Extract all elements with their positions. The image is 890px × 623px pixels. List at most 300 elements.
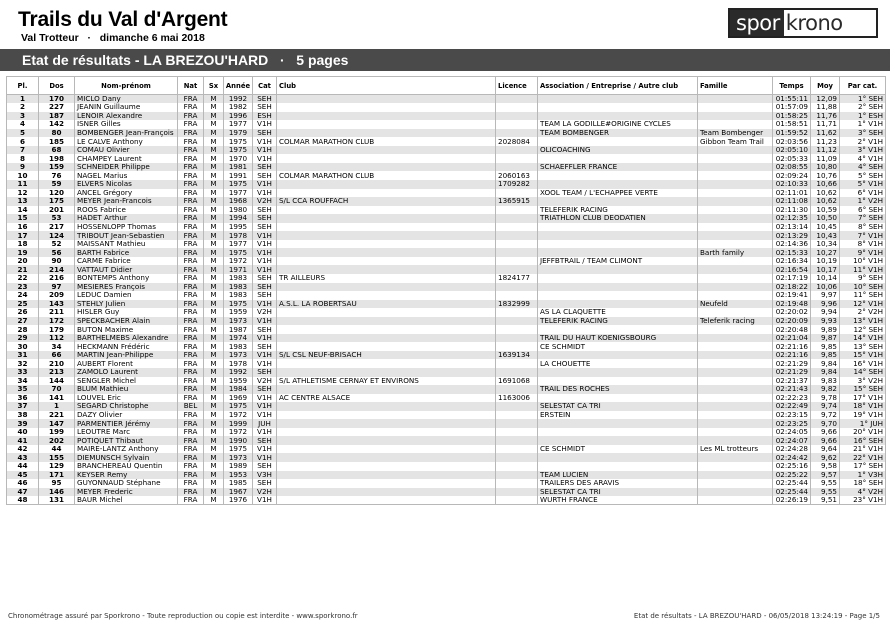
- cell-place: 26: [7, 308, 39, 317]
- cell-association: [538, 291, 698, 300]
- table-row: [7, 103, 886, 112]
- cell-family: [698, 95, 773, 104]
- cell-sex: M: [204, 359, 224, 368]
- cell-bib: 44: [39, 445, 75, 454]
- cell-licence: [496, 103, 538, 112]
- cell-bib: 217: [39, 223, 75, 232]
- cell-place: 8: [7, 154, 39, 163]
- cell-bib: 159: [39, 163, 75, 172]
- cell-rank-by-category: 3° SEH: [840, 129, 886, 138]
- cell-year: 1996: [224, 112, 253, 121]
- cell-bib: 68: [39, 146, 75, 155]
- cell-licence: 1365915: [496, 197, 538, 206]
- cell-sex: M: [204, 206, 224, 215]
- cell-family: [698, 146, 773, 155]
- cell-nationality: FRA: [178, 154, 204, 163]
- cell-rank-by-category: 4° V1H: [840, 154, 886, 163]
- cell-speed: 10,19: [811, 257, 840, 266]
- cell-licence: [496, 120, 538, 129]
- cell-category: SEH: [253, 325, 277, 334]
- cell-nationality: FRA: [178, 206, 204, 215]
- cell-club: [277, 325, 496, 334]
- cell-sex: M: [204, 317, 224, 326]
- header-col-family: Famille: [698, 77, 773, 95]
- cell-speed: 9,66: [811, 428, 840, 437]
- table-row: [7, 180, 886, 189]
- cell-licence: [496, 223, 538, 232]
- table-row: [7, 411, 886, 420]
- cell-sex: M: [204, 334, 224, 343]
- cell-place: 32: [7, 359, 39, 368]
- cell-licence: [496, 146, 538, 155]
- cell-name: LE CALVE Anthony: [75, 137, 178, 146]
- cell-association: ERSTEIN: [538, 411, 698, 420]
- cell-category: V2H: [253, 488, 277, 497]
- cell-name: LEDUC Damien: [75, 291, 178, 300]
- table-row: [7, 308, 886, 317]
- cell-licence: [496, 163, 538, 172]
- cell-sex: M: [204, 479, 224, 488]
- cell-time: 02:25:44: [773, 488, 811, 497]
- cell-nationality: FRA: [178, 231, 204, 240]
- cell-place: 23: [7, 283, 39, 292]
- table-row: [7, 223, 886, 232]
- cell-club: [277, 471, 496, 480]
- cell-nationality: FRA: [178, 436, 204, 445]
- cell-place: 43: [7, 453, 39, 462]
- cell-sex: M: [204, 154, 224, 163]
- table-row: [7, 445, 886, 454]
- table-row: [7, 428, 886, 437]
- cell-club: [277, 189, 496, 198]
- cell-family: [698, 308, 773, 317]
- cell-place: 21: [7, 265, 39, 274]
- cell-sex: M: [204, 189, 224, 198]
- table-row: [7, 488, 886, 497]
- cell-place: 33: [7, 368, 39, 377]
- cell-time: 01:55:11: [773, 95, 811, 104]
- cell-time: 02:16:34: [773, 257, 811, 266]
- cell-year: 1972: [224, 428, 253, 437]
- cell-family: [698, 291, 773, 300]
- cell-rank-by-category: 10° SEH: [840, 283, 886, 292]
- cell-bib: 144: [39, 377, 75, 386]
- cell-club: [277, 479, 496, 488]
- cell-sex: M: [204, 265, 224, 274]
- cell-association: CE SCHMIDT: [538, 445, 698, 454]
- cell-time: 02:21:29: [773, 359, 811, 368]
- cell-family: Teleferik racing: [698, 317, 773, 326]
- cell-year: 1991: [224, 171, 253, 180]
- cell-year: 1978: [224, 231, 253, 240]
- cell-year: 1969: [224, 394, 253, 403]
- cell-club: [277, 214, 496, 223]
- cell-licence: [496, 248, 538, 257]
- cell-category: V1H: [253, 394, 277, 403]
- cell-family: [698, 223, 773, 232]
- cell-nationality: FRA: [178, 488, 204, 497]
- cell-time: 02:25:22: [773, 471, 811, 480]
- cell-rank-by-category: 12° V1H: [840, 300, 886, 309]
- cell-association: [538, 223, 698, 232]
- cell-family: [698, 402, 773, 411]
- table-header-row: [7, 77, 886, 95]
- table-row: [7, 496, 886, 505]
- cell-sex: M: [204, 163, 224, 172]
- cell-association: TEAM LA GODILLE#ORIGINE CYCLES: [538, 120, 698, 129]
- cell-licence: [496, 317, 538, 326]
- cell-year: 1968: [224, 197, 253, 206]
- cell-name: BOMBENGER Jean-François: [75, 129, 178, 138]
- cell-nationality: FRA: [178, 351, 204, 360]
- cell-place: 13: [7, 197, 39, 206]
- header-col-sex: Sx: [204, 77, 224, 95]
- cell-sex: M: [204, 171, 224, 180]
- cell-year: 1971: [224, 265, 253, 274]
- cell-year: 1982: [224, 103, 253, 112]
- cell-bib: 213: [39, 368, 75, 377]
- cell-club: [277, 231, 496, 240]
- cell-name: BONTEMPS Anthony: [75, 274, 178, 283]
- cell-time: 02:21:04: [773, 334, 811, 343]
- cell-licence: [496, 334, 538, 343]
- cell-nationality: FRA: [178, 471, 204, 480]
- cell-association: SELESTAT CA TRI: [538, 402, 698, 411]
- cell-sex: M: [204, 248, 224, 257]
- cell-sex: M: [204, 112, 224, 121]
- cell-place: 46: [7, 479, 39, 488]
- cell-year: 1985: [224, 479, 253, 488]
- table-row: [7, 351, 886, 360]
- cell-year: 1977: [224, 240, 253, 249]
- page-header: [0, 0, 890, 48]
- cell-category: V1H: [253, 411, 277, 420]
- cell-time: 02:05:10: [773, 146, 811, 155]
- cell-place: 40: [7, 428, 39, 437]
- cell-nationality: FRA: [178, 103, 204, 112]
- cell-sex: M: [204, 428, 224, 437]
- cell-speed: 11,62: [811, 129, 840, 138]
- cell-time: 02:14:36: [773, 240, 811, 249]
- cell-category: SEH: [253, 171, 277, 180]
- cell-place: 27: [7, 317, 39, 326]
- table-row: [7, 436, 886, 445]
- cell-family: [698, 325, 773, 334]
- cell-association: OLICOACHING: [538, 146, 698, 155]
- cell-speed: 10,50: [811, 214, 840, 223]
- cell-club: S/L CCA ROUFFACH: [277, 197, 496, 206]
- cell-nationality: FRA: [178, 291, 204, 300]
- cell-club: [277, 95, 496, 104]
- cell-time: 02:08:55: [773, 163, 811, 172]
- header-col-nationality: Nat: [178, 77, 204, 95]
- cell-rank-by-category: 16° V1H: [840, 359, 886, 368]
- cell-licence: [496, 342, 538, 351]
- cell-club: [277, 283, 496, 292]
- cell-club: [277, 112, 496, 121]
- cell-bib: 97: [39, 283, 75, 292]
- cell-name: HECKMANN Frédéric: [75, 342, 178, 351]
- cell-sex: M: [204, 103, 224, 112]
- cell-rank-by-category: 12° SEH: [840, 325, 886, 334]
- cell-sex: M: [204, 300, 224, 309]
- cell-sex: M: [204, 325, 224, 334]
- cell-bib: 56: [39, 248, 75, 257]
- cell-bib: 141: [39, 394, 75, 403]
- cell-place: 9: [7, 163, 39, 172]
- cell-name: COMAU Olivier: [75, 146, 178, 155]
- cell-rank-by-category: 5° V1H: [840, 180, 886, 189]
- cell-speed: 9,83: [811, 377, 840, 386]
- cell-category: SEH: [253, 479, 277, 488]
- cell-name: BUTON Maxime: [75, 325, 178, 334]
- cell-nationality: FRA: [178, 325, 204, 334]
- cell-category: V1H: [253, 120, 277, 129]
- cell-category: SEH: [253, 223, 277, 232]
- cell-place: 7: [7, 146, 39, 155]
- cell-category: SEH: [253, 95, 277, 104]
- cell-licence: [496, 436, 538, 445]
- cell-association: [538, 231, 698, 240]
- cell-family: [698, 274, 773, 283]
- cell-place: 17: [7, 231, 39, 240]
- cell-nationality: BEL: [178, 402, 204, 411]
- cell-time: 02:20:02: [773, 308, 811, 317]
- cell-place: 15: [7, 214, 39, 223]
- cell-nationality: FRA: [178, 129, 204, 138]
- cell-name: HADET Arthur: [75, 214, 178, 223]
- page-footer: [0, 612, 890, 622]
- cell-rank-by-category: 22° V1H: [840, 453, 886, 462]
- cell-club: COLMAR MARATHON CLUB: [277, 137, 496, 146]
- cell-licence: [496, 308, 538, 317]
- cell-category: V1H: [253, 265, 277, 274]
- cell-category: V1H: [253, 496, 277, 505]
- cell-family: [698, 488, 773, 497]
- cell-place: 3: [7, 112, 39, 121]
- table-row: [7, 197, 886, 206]
- cell-sex: M: [204, 95, 224, 104]
- cell-year: 1972: [224, 411, 253, 420]
- cell-bib: 80: [39, 129, 75, 138]
- cell-time: 02:23:25: [773, 419, 811, 428]
- cell-licence: [496, 496, 538, 505]
- cell-category: SEH: [253, 368, 277, 377]
- cell-bib: 120: [39, 189, 75, 198]
- cell-licence: [496, 488, 538, 497]
- cell-rank-by-category: 3° V2H: [840, 377, 886, 386]
- cell-rank-by-category: 11° SEH: [840, 291, 886, 300]
- cell-name: TRIBOUT Jean-Sebastien: [75, 231, 178, 240]
- cell-speed: 10,43: [811, 231, 840, 240]
- cell-association: [538, 154, 698, 163]
- cell-family: [698, 471, 773, 480]
- cell-time: 02:10:33: [773, 180, 811, 189]
- cell-speed: 11,76: [811, 112, 840, 121]
- cell-rank-by-category: 21° V1H: [840, 445, 886, 454]
- cell-bib: 216: [39, 274, 75, 283]
- cell-rank-by-category: 1° JUH: [840, 419, 886, 428]
- cell-time: 02:11:08: [773, 197, 811, 206]
- cell-category: JUH: [253, 419, 277, 428]
- cell-year: 1975: [224, 300, 253, 309]
- cell-nationality: FRA: [178, 214, 204, 223]
- cell-club: AC CENTRE ALSACE: [277, 394, 496, 403]
- cell-year: 1975: [224, 248, 253, 257]
- table-row: [7, 231, 886, 240]
- cell-speed: 10,62: [811, 197, 840, 206]
- cell-sex: M: [204, 453, 224, 462]
- cell-place: 6: [7, 137, 39, 146]
- cell-category: V1H: [253, 445, 277, 454]
- cell-year: 1976: [224, 496, 253, 505]
- cell-speed: 9,72: [811, 411, 840, 420]
- cell-speed: 9,97: [811, 291, 840, 300]
- cell-family: [698, 394, 773, 403]
- table-row: [7, 317, 886, 326]
- cell-speed: 9,58: [811, 462, 840, 471]
- table-row: [7, 171, 886, 180]
- cell-place: 2: [7, 103, 39, 112]
- header-col-name: Nom-prénom: [75, 77, 178, 95]
- cell-place: 16: [7, 223, 39, 232]
- cell-family: Neufeld: [698, 300, 773, 309]
- cell-licence: [496, 240, 538, 249]
- cell-name: BRANCHEREAU Quentin: [75, 462, 178, 471]
- cell-sex: M: [204, 496, 224, 505]
- cell-rank-by-category: 19° V1H: [840, 411, 886, 420]
- cell-place: 4: [7, 120, 39, 129]
- cell-association: XOOL TEAM / L'ECHAPPEE VERTE: [538, 189, 698, 198]
- cell-time: 02:16:54: [773, 265, 811, 274]
- table-row: [7, 137, 886, 146]
- cell-bib: 131: [39, 496, 75, 505]
- cell-nationality: FRA: [178, 240, 204, 249]
- cell-bib: 175: [39, 197, 75, 206]
- cell-category: V2H: [253, 197, 277, 206]
- cell-time: 02:24:42: [773, 453, 811, 462]
- cell-place: 19: [7, 248, 39, 257]
- cell-family: [698, 214, 773, 223]
- cell-speed: 10,06: [811, 283, 840, 292]
- cell-speed: 12,09: [811, 95, 840, 104]
- table-row: [7, 189, 886, 198]
- cell-category: V1H: [253, 428, 277, 437]
- cell-association: TEAM LUCIEN: [538, 471, 698, 480]
- cell-club: TR AILLEURS: [277, 274, 496, 283]
- cell-name: KEYSER Remy: [75, 471, 178, 480]
- cell-association: [538, 137, 698, 146]
- cell-family: [698, 171, 773, 180]
- cell-bib: 142: [39, 120, 75, 129]
- cell-licence: [496, 95, 538, 104]
- cell-place: 5: [7, 129, 39, 138]
- cell-sex: M: [204, 146, 224, 155]
- cell-category: V1H: [253, 351, 277, 360]
- cell-family: [698, 419, 773, 428]
- cell-nationality: FRA: [178, 300, 204, 309]
- table-row: [7, 471, 886, 480]
- cell-licence: [496, 325, 538, 334]
- cell-speed: 10,76: [811, 171, 840, 180]
- cell-nationality: FRA: [178, 462, 204, 471]
- cell-year: 1975: [224, 137, 253, 146]
- cell-name: MICLO Dany: [75, 95, 178, 104]
- cell-time: 02:19:48: [773, 300, 811, 309]
- cell-place: 18: [7, 240, 39, 249]
- cell-sex: M: [204, 240, 224, 249]
- cell-club: [277, 248, 496, 257]
- cell-rank-by-category: 4° SEH: [840, 163, 886, 172]
- cell-year: 1992: [224, 368, 253, 377]
- cell-category: SEH: [253, 103, 277, 112]
- cell-licence: 1639134: [496, 351, 538, 360]
- table-row: [7, 453, 886, 462]
- cell-family: [698, 257, 773, 266]
- cell-club: [277, 428, 496, 437]
- cell-sex: M: [204, 129, 224, 138]
- cell-family: [698, 240, 773, 249]
- cell-bib: 155: [39, 453, 75, 462]
- cell-family: [698, 462, 773, 471]
- cell-speed: 10,66: [811, 180, 840, 189]
- cell-club: [277, 240, 496, 249]
- cell-rank-by-category: 1° V2H: [840, 197, 886, 206]
- cell-association: [538, 248, 698, 257]
- cell-rank-by-category: 8° V1H: [840, 240, 886, 249]
- table-row: [7, 342, 886, 351]
- cell-association: TELEFERIK RACING: [538, 317, 698, 326]
- cell-rank-by-category: 10° V1H: [840, 257, 886, 266]
- header-col-category: Cat: [253, 77, 277, 95]
- cell-bib: 185: [39, 137, 75, 146]
- cell-club: [277, 129, 496, 138]
- cell-rank-by-category: 1° ESH: [840, 112, 886, 121]
- cell-time: 02:22:49: [773, 402, 811, 411]
- cell-licence: 1691068: [496, 377, 538, 386]
- cell-category: V3H: [253, 471, 277, 480]
- cell-place: 25: [7, 300, 39, 309]
- cell-year: 1984: [224, 385, 253, 394]
- cell-category: V1H: [253, 248, 277, 257]
- cell-club: [277, 445, 496, 454]
- cell-speed: 11,09: [811, 154, 840, 163]
- cell-association: [538, 453, 698, 462]
- cell-sex: M: [204, 283, 224, 292]
- cell-club: [277, 163, 496, 172]
- cell-nationality: FRA: [178, 453, 204, 462]
- cell-licence: [496, 189, 538, 198]
- cell-year: 1967: [224, 488, 253, 497]
- cell-sex: M: [204, 137, 224, 146]
- cell-speed: 10,34: [811, 240, 840, 249]
- cell-nationality: FRA: [178, 274, 204, 283]
- cell-place: 47: [7, 488, 39, 497]
- cell-nationality: FRA: [178, 112, 204, 121]
- cell-category: SEH: [253, 274, 277, 283]
- cell-year: 1977: [224, 189, 253, 198]
- cell-nationality: FRA: [178, 368, 204, 377]
- cell-category: V1H: [253, 300, 277, 309]
- cell-bib: 210: [39, 359, 75, 368]
- cell-name: MAIRE-LANTZ Anthony: [75, 445, 178, 454]
- cell-family: [698, 189, 773, 198]
- cell-family: [698, 334, 773, 343]
- cell-speed: 9,57: [811, 471, 840, 480]
- cell-speed: 9,93: [811, 317, 840, 326]
- cell-category: ESH: [253, 112, 277, 121]
- cell-category: V1H: [253, 453, 277, 462]
